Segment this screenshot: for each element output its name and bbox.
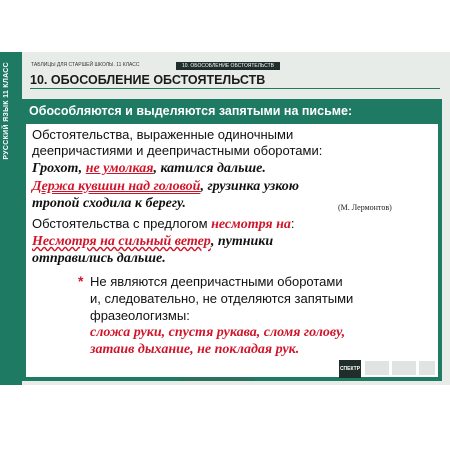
note-line2: и, следовательно, не отделяются запятыми [90,291,354,306]
example3-rest: , путники [210,234,274,249]
rule2-start: Обстоятельства с предлогом [32,216,212,231]
example2 [32,179,299,194]
example3-phrase: Несмотря на сильный ветер [32,234,211,249]
example3-line2: отправились дальше. [32,251,166,266]
footer-note-2 [392,361,416,375]
rule2-colon: : [290,216,295,231]
idioms-line1: сложа руки, спустя рукава, сломя голову, [90,325,346,340]
example2-rest: , грузинка узкою [200,179,299,194]
author-attribution: (М. Лермонтов) [338,203,392,212]
example1 [32,161,266,176]
example3 [32,234,273,249]
card-header: Обособляются и выделяются запятыми на письме: [29,104,353,118]
footer-note-3 [419,361,435,375]
topic-label: 10. ОБОСОБЛЕНИЕ ОБСТОЯТЕЛЬСТВ [176,62,280,70]
example2-line2: тропой сходила к берегу. [32,196,186,211]
side-label: РУССКИЙ ЯЗЫК 11 КЛАСС [3,62,10,160]
rule2-preposition: несмотря на [211,217,291,232]
rule1-line2: деепричастиями и деепричастными оборотами: [32,143,323,158]
note-line3: фразеологизмы: [90,308,190,323]
footer-note-1 [365,361,389,375]
rule2-line [32,216,295,232]
series-label: ТАБЛИЦЫ ДЛЯ СТАРШЕЙ ШКОЛЫ. 11 КЛАСС [31,62,140,68]
page-title: 10. ОБОСОБЛЕНИЕ ОБСТОЯТЕЛЬСТВ [30,73,266,87]
idioms-line2: затаив дыхание, не покладая рук. [90,342,300,357]
publisher-logo: СПЕКТР [339,360,361,378]
note-line1: Не являются деепричастными оборотами [90,274,343,289]
example1-start: Грохот, [32,161,86,176]
note-asterisk: * [78,273,84,289]
example2-participle-phrase: Держа кувшин над головой [32,179,201,194]
rule1-line1: Обстоятельства, выраженные одиночными [32,127,294,142]
footer-mirrored-title: 10. ОБОСОБЛЕНИЕ ОБСТОЯТЕЛЬСТВ [180,377,254,382]
example1-participle: не умолкая [85,161,154,176]
example1-end: , катился дальше. [153,161,266,176]
title-divider [30,88,440,89]
